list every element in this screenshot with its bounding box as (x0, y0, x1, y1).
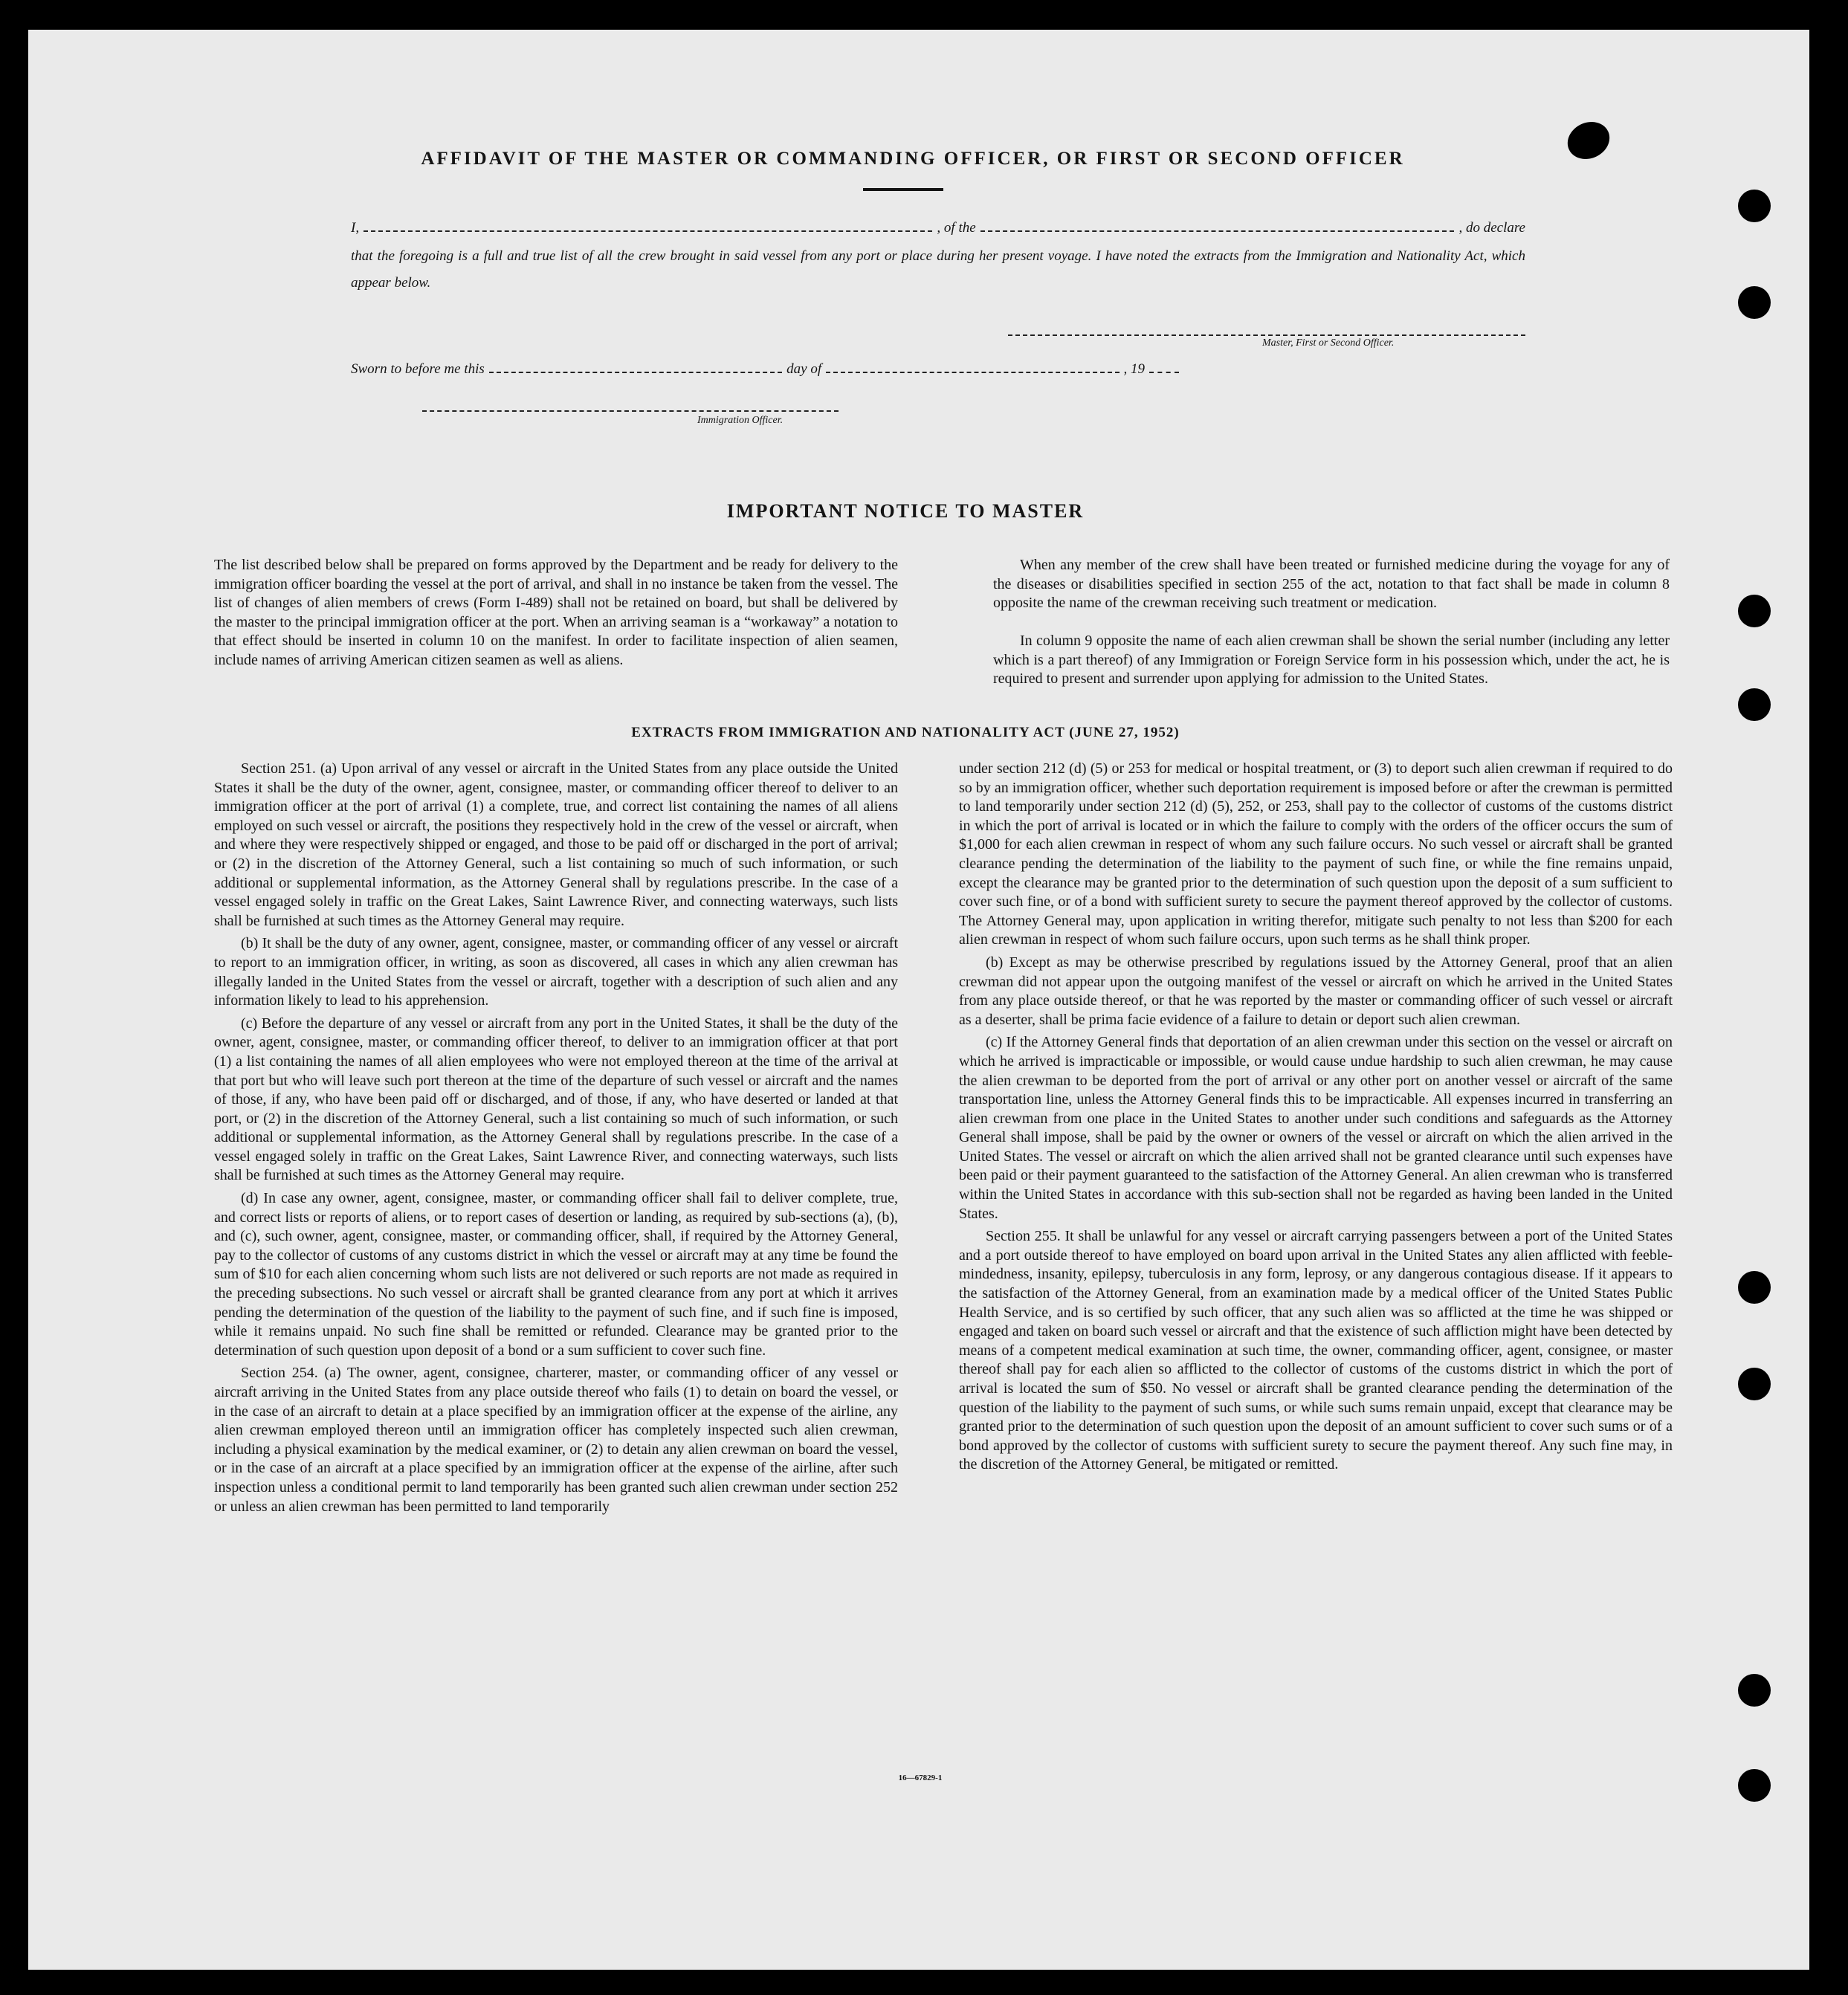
form-number: 16—67829-1 (898, 1773, 943, 1782)
punch-hole (1738, 286, 1771, 319)
extract-paragraph: under section 212 (d) (5) or 253 for medical or hospital treatment, or (3) to deport such alien crewman if required to do so by an immigration officer, whether such deportation requirement is imposed before or after the crewman is permitted to land temporarily under section 212 (d) (5), 252, or 253, shall pay to the collector of customs of the customs district in which the port of arrival is located or in which the failure to comply with the orders of the officer occurs the sum of $1,000 for each alien crewman in respect of whom any such failure occurs. No such vessel or aircraft shall be granted clearance pending the determination of the liability to the payment of such fine, or while the fine remains unpaid, except the clearance may be granted prior to the determination of such question upon the deposit of a sum sufficient to cover such fine, or of a bond with sufficient surety to secure the payment thereof approved by the collector of customs. The Attorney General may, upon application in writing therefor, mitigate such penalty to not less than $200 for each alien crewman in respect of whom such failure occurs, upon such terms as he shall think proper. (959, 760, 1673, 948)
year-label: , 19 (1123, 361, 1146, 377)
ink-blot (1562, 115, 1616, 166)
affidavit-title: AFFIDAVIT OF THE MASTER OR COMMANDING OFFICER, OR FIRST OR SECOND OFFICER (421, 149, 1405, 169)
notice-right-text-2: In column 9 opposite the name of each alien crewman shall be shown the serial number (including any letter which is a part thereof) of any Immigration or Foreign Service form in his possession which, under the act, he is required to present and surrender upon applying for admission to the United States. (993, 633, 1670, 688)
vessel-label: , of the (937, 220, 976, 236)
document-page (28, 30, 1809, 1970)
sworn-day-field[interactable] (489, 361, 782, 373)
extracts-title: EXTRACTS FROM IMMIGRATION AND NATIONALITY ACT (JUNE 27, 1952) (631, 725, 1180, 740)
extract-paragraph: (c) Before the departure of any vessel or aircraft from any port in the United States, it shall be the duty of the owner, agent, consignee, master, or commanding officer thereof, to deliver to an immigration officer at that port (1) a list containing the names of all alien employees who were not employed thereon at the time of the arrival at that port but who will leave such port thereon at the time of the departure of such vessel or aircraft and the names of those, if any, who have been paid off or discharged, and of those, if any, who have deserted or landed at that port, or (2) in the discretion of the Attorney General, such a list containing so much of such information, or such additional or supplemental information, as the Attorney General shall by regulations prescribe. In the case of a vessel engaged solely in traffic on the Great Lakes, Saint Lawrence River, and connecting waterways, such lists shall be furnished at such times as the Attorney General may require. (214, 1015, 898, 1184)
extracts-left-column (214, 760, 898, 1520)
extract-paragraph: (b) Except as may be otherwise prescribed by regulations issued by the Attorney General, proof that an alien crewman did not appear upon the outgoing manifest of the vessel or aircraft on which he arrived in the United States from any place outside thereof, or that he was reported by the master or commanding officer of such vessel or aircraft as a deserter, shall be prima facie evidence of a failure to detain or deport such alien crewman. (959, 954, 1673, 1028)
sworn-year-field[interactable] (1149, 361, 1179, 373)
extract-paragraph: (b) It shall be the duty of any owner, agent, consignee, master, or commanding officer of any vessel or aircraft to report to an immigration officer, in writing, as soon as discovered, all cases in which any alien crewman has illegally landed in the United States from the vessel or aircraft, together with a description of such alien and any information likely to lead to his apprehension. (214, 935, 898, 1009)
punch-hole (1738, 688, 1771, 721)
extract-paragraph: Section 254. (a) The owner, agent, consignee, charterer, master, or commanding officer of any vessel or aircraft arriving in the United States from any place outside thereof who fails (1) to detain on board the vessel, or in the case of an aircraft to detain at a place specified by an immigration officer at the expense of the airline, any alien crewman employed thereon until an immigration officer has completely inspected such alien crewman, including a physical examination by the medical examiner, or (2) to detain any alien crewman on board the vessel, or in the case of an aircraft at a place specified by an immigration officer at the expense of the airline, after such inspection unless a conditional permit to land temporarily has been granted such alien crewman under section 252 or unless an alien crewman has been permitted to land temporarily (214, 1365, 898, 1515)
punch-hole (1738, 1368, 1771, 1400)
sworn-line (351, 361, 1183, 378)
punch-hole (1738, 190, 1771, 222)
master-caption: Master, First or Second Officer. (1262, 337, 1395, 349)
extract-paragraph: Section 255. It shall be unlawful for any vessel or aircraft carrying passengers between a port of the United States and a port outside thereof to have employed on board upon arrival in the United States any alien afflicted with feeble-mindedness, insanity, epilepsy, tuberculosis in any form, leprosy, or any dangerous contagious disease. If it appears to the satisfaction of the Attorney General, from an examination made by a medical officer of the United States Public Health Service, and is so certified by such officer, that any such alien was so afflicted at the time he was shipped or engaged and taken on board such vessel or aircraft and that the existence of such affliction might have been detected by means of a competent medical examination at such time, the owner, commanding officer, agent, consignee, or master thereof shall pay for each alien so afflicted to the collector of customs of the customs district in which the port of arrival is located the sum of $50. No vessel or aircraft shall be granted clearance pending the determination of the question of the liability to the payment of such sums, or while such sums remain unpaid, except that clearance may be granted prior to the determination of such question upon the deposit of an amount sufficient to cover such sums or of a bond approved by the collector of customs with sufficient surety to secure the payment thereof. Any such fine may, in the discretion of the Attorney General, be mitigated or remitted. (959, 1228, 1673, 1473)
declarant-label: I, (351, 220, 360, 236)
notice-right-text-1: When any member of the crew shall have been treated or furnished medicine during the voyage for any of the diseases or disabilities specified in section 255 of the act, notation to that fact shall be made in column 8 opposite the name of the crewman receiving such treatment or medication. (993, 557, 1670, 612)
title-divider (863, 188, 943, 191)
immigration-officer-caption: Immigration Officer. (697, 415, 784, 426)
extract-paragraph: Section 251. (a) Upon arrival of any vessel or aircraft in the United States from any place outside the United States it shall be the duty of the owner, agent, consignee, master, or commanding officer thereof to deliver to an immigration officer at the port of arrival (1) a complete, true, and correct list containing the names of all aliens employed on such vessel or aircraft, the positions they respectively hold in the crew of the vessel or aircraft, when and where they were respectively shipped or engaged, and those to be paid off or discharged in the port of arrival; or (2) in the discretion of the Attorney General, such a list containing so much of such information, or such additional or supplemental information, as the Attorney General shall by regulations prescribe. In the case of a vessel engaged solely in traffic on the Great Lakes, Saint Lawrence River, and connecting waterways, such lists shall be furnished at such times as the Attorney General may require. (214, 760, 898, 929)
notice-left-text: The list described below shall be prepared on forms approved by the Department and be ready for delivery to the immigration officer boarding the vessel at the port of arrival, and shall in no instance be taken from the vessel. The list of changes of alien members of crews (Form I-489) shall not be retained on board, but shall be delivered by the master to the principal immigration officer at the port. When an arriving seaman is a “workaway” a notation to that effect should be inserted in column 10 on the manifest. In order to facilitate inspection of alien seamen, include names of arriving American citizen seamen as well as aliens. (214, 557, 898, 668)
punch-hole (1738, 1271, 1771, 1304)
declarant-name-field[interactable] (364, 220, 932, 232)
sworn-label: Sworn to before me this (351, 361, 485, 377)
punch-hole (1738, 1769, 1771, 1802)
extract-paragraph: (c) If the Attorney General finds that deportation of an alien crewman under this section on the vessel or aircraft on which he arrived is impracticable or impossible, or would cause undue hardship to such alien crewman, he may cause the alien crewman to be deported from the port of arrival or any other port on another vessel or aircraft of the same transportation line, unless the Attorney General finds this to be impracticable. All expenses incurred in transferring an alien crewman from one place in the United States to another under such conditions and safeguards as the Attorney General shall impose, shall be paid by the owner or owners of the vessel or aircraft on which the alien arrived in the United States. The vessel or aircraft on which the alien arrived shall not be granted clearance until such expenses have been paid or their payment guaranteed to the satisfaction of the Attorney General. An alien crewman who is transferred within the United States in accordance with this sub-section shall not be regarded as having been landed in the United States. (959, 1034, 1673, 1222)
declaration-text: that the foregoing is a full and true list of all the crew brought in said vessel from any port or place during her present voyage. I have noted the extracts from the Immigration and Nationality Act, which appear below. (351, 248, 1525, 291)
declaration-line (351, 220, 1525, 236)
declare-label: , do declare (1458, 220, 1525, 236)
notice-title: IMPORTANT NOTICE TO MASTER (726, 500, 1085, 522)
master-signature-line[interactable] (1008, 334, 1525, 336)
immigration-officer-signature-line[interactable] (422, 410, 839, 412)
punch-hole (1738, 1674, 1771, 1707)
punch-hole (1738, 595, 1771, 627)
vessel-name-field[interactable] (980, 220, 1455, 232)
day-of-label: day of (786, 361, 822, 377)
sworn-month-field[interactable] (826, 361, 1119, 373)
extracts-right-column (959, 760, 1673, 1478)
extract-paragraph: (d) In case any owner, agent, consignee, master, or commanding officer shall fail to deliver complete, true, and correct lists or reports of aliens, or to report cases of desertion or landing, as required by sub-sections (a), (b), and (c), such owner, agent, consignee, master, or commanding officer, shall, if required by the Attorney General, pay to the collector of customs of any customs district in which the vessel or aircraft may at any time be found the sum of $10 for each alien concerning whom such lists are not delivered or such reports are not made as required in the preceding subsections. No such vessel or aircraft shall be granted clearance from any port at which it arrives pending the determination of the question of the liability to the payment of such fine, and if such fine is imposed, while it remains unpaid. No such fine shall be remitted or refunded. Clearance may be granted prior to the determination of such question upon deposit of a bond or a sum sufficient to cover such fine. (214, 1190, 898, 1359)
